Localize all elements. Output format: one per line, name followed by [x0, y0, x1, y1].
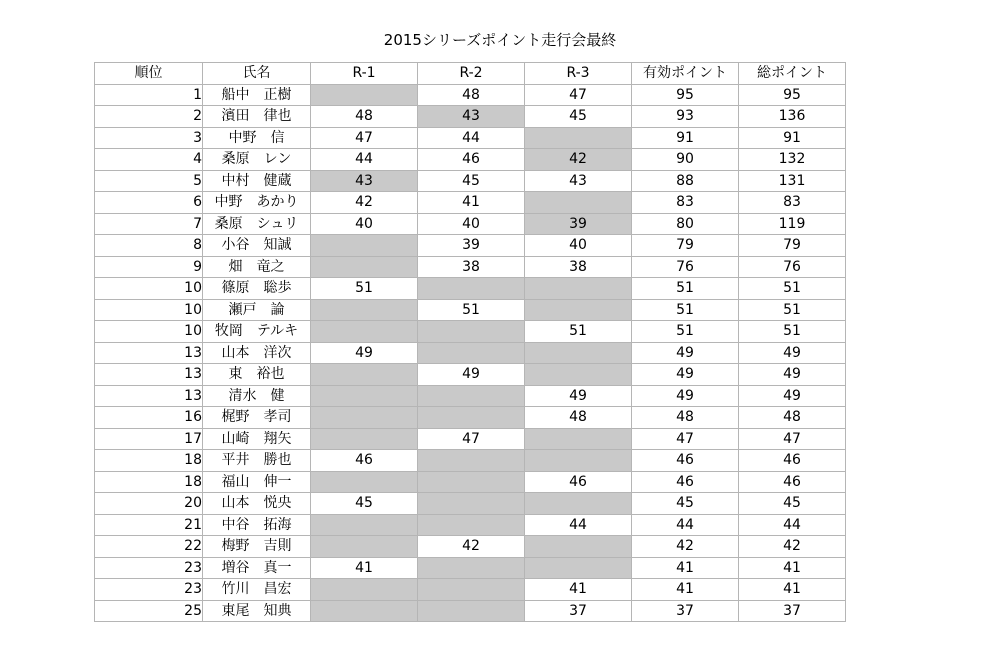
effective-points-cell: 37: [632, 600, 739, 622]
r1-cell: 51: [311, 278, 418, 300]
table-row: [95, 450, 846, 472]
total-points-cell: 44: [739, 514, 846, 536]
table-row: [95, 600, 846, 622]
r1-cell: [311, 428, 418, 450]
table-row: [95, 342, 846, 364]
effective-points-cell: 83: [632, 192, 739, 214]
effective-points-cell: 49: [632, 342, 739, 364]
total-points-cell: 45: [739, 493, 846, 515]
r1-cell: [311, 235, 418, 257]
header-total-points: 総ポイント: [739, 63, 846, 85]
r2-cell: 41: [418, 192, 525, 214]
r1-cell: 47: [311, 127, 418, 149]
r2-cell: [418, 342, 525, 364]
r1-cell: [311, 407, 418, 429]
table-row: [95, 493, 846, 515]
name-cell: 中野 あかり: [203, 192, 311, 214]
header-rank: 順位: [95, 63, 203, 85]
r2-cell: [418, 600, 525, 622]
name-cell: 桑原 レン: [203, 149, 311, 171]
r3-cell: 45: [525, 106, 632, 128]
table-row: [95, 385, 846, 407]
r3-cell: 40: [525, 235, 632, 257]
rank-cell: 20: [95, 493, 203, 515]
r2-cell: [418, 579, 525, 601]
r3-cell: 47: [525, 84, 632, 106]
effective-points-cell: 51: [632, 278, 739, 300]
table-row: [95, 299, 846, 321]
total-points-cell: 49: [739, 385, 846, 407]
rank-cell: 18: [95, 471, 203, 493]
r1-cell: [311, 256, 418, 278]
r1-cell: 43: [311, 170, 418, 192]
total-points-cell: 51: [739, 321, 846, 343]
effective-points-cell: 49: [632, 364, 739, 386]
r2-cell: 47: [418, 428, 525, 450]
total-points-cell: 41: [739, 579, 846, 601]
rank-cell: 23: [95, 579, 203, 601]
rank-cell: 13: [95, 385, 203, 407]
table-row: [95, 321, 846, 343]
effective-points-cell: 46: [632, 471, 739, 493]
header-name: 氏名: [203, 63, 311, 85]
rank-cell: 23: [95, 557, 203, 579]
name-cell: 濱田 律也: [203, 106, 311, 128]
r3-cell: 49: [525, 385, 632, 407]
name-cell: 竹川 昌宏: [203, 579, 311, 601]
rank-cell: 4: [95, 149, 203, 171]
total-points-cell: 47: [739, 428, 846, 450]
total-points-cell: 83: [739, 192, 846, 214]
r3-cell: [525, 342, 632, 364]
effective-points-cell: 90: [632, 149, 739, 171]
total-points-cell: 48: [739, 407, 846, 429]
effective-points-cell: 51: [632, 321, 739, 343]
rank-cell: 21: [95, 514, 203, 536]
rank-cell: 18: [95, 450, 203, 472]
total-points-cell: 76: [739, 256, 846, 278]
r2-cell: [418, 385, 525, 407]
name-cell: 中村 健蔵: [203, 170, 311, 192]
r2-cell: [418, 557, 525, 579]
r3-cell: [525, 299, 632, 321]
rank-cell: 10: [95, 321, 203, 343]
r1-cell: [311, 385, 418, 407]
r1-cell: 42: [311, 192, 418, 214]
rank-cell: 5: [95, 170, 203, 192]
name-cell: 梶野 孝司: [203, 407, 311, 429]
rank-cell: 3: [95, 127, 203, 149]
table-row: [95, 278, 846, 300]
effective-points-cell: 44: [632, 514, 739, 536]
rank-cell: 8: [95, 235, 203, 257]
name-cell: 牧岡 テルキ: [203, 321, 311, 343]
r3-cell: [525, 192, 632, 214]
rank-cell: 13: [95, 342, 203, 364]
r3-cell: [525, 278, 632, 300]
r2-cell: 42: [418, 536, 525, 558]
total-points-cell: 119: [739, 213, 846, 235]
table-row: [95, 213, 846, 235]
r2-cell: [418, 450, 525, 472]
table-row: [95, 514, 846, 536]
total-points-cell: 79: [739, 235, 846, 257]
total-points-cell: 41: [739, 557, 846, 579]
r2-cell: 45: [418, 170, 525, 192]
effective-points-cell: 51: [632, 299, 739, 321]
rank-cell: 6: [95, 192, 203, 214]
r1-cell: 41: [311, 557, 418, 579]
r2-cell: 40: [418, 213, 525, 235]
r2-cell: [418, 407, 525, 429]
r2-cell: [418, 321, 525, 343]
effective-points-cell: 95: [632, 84, 739, 106]
rank-cell: 17: [95, 428, 203, 450]
r1-cell: [311, 364, 418, 386]
r2-cell: 38: [418, 256, 525, 278]
total-points-cell: 37: [739, 600, 846, 622]
total-points-cell: 132: [739, 149, 846, 171]
header-effective-points: 有効ポイント: [632, 63, 739, 85]
effective-points-cell: 42: [632, 536, 739, 558]
r3-cell: 41: [525, 579, 632, 601]
effective-points-cell: 41: [632, 557, 739, 579]
header-r2: R-2: [418, 63, 525, 85]
r3-cell: 48: [525, 407, 632, 429]
r2-cell: 48: [418, 84, 525, 106]
r2-cell: [418, 493, 525, 515]
total-points-cell: 51: [739, 299, 846, 321]
r1-cell: 49: [311, 342, 418, 364]
r1-cell: 40: [311, 213, 418, 235]
r3-cell: [525, 536, 632, 558]
effective-points-cell: 45: [632, 493, 739, 515]
table-row: [95, 557, 846, 579]
effective-points-cell: 46: [632, 450, 739, 472]
name-cell: 清水 健: [203, 385, 311, 407]
rank-cell: 10: [95, 299, 203, 321]
total-points-cell: 46: [739, 450, 846, 472]
name-cell: 梅野 吉則: [203, 536, 311, 558]
r1-cell: [311, 84, 418, 106]
name-cell: 中谷 拓海: [203, 514, 311, 536]
page-title: 2015シリーズポイント走行会最終: [383, 31, 617, 49]
r3-cell: [525, 493, 632, 515]
r3-cell: [525, 428, 632, 450]
name-cell: 平井 勝也: [203, 450, 311, 472]
r1-cell: [311, 321, 418, 343]
effective-points-cell: 76: [632, 256, 739, 278]
total-points-cell: 91: [739, 127, 846, 149]
r1-cell: 46: [311, 450, 418, 472]
table-row: [95, 407, 846, 429]
effective-points-cell: 79: [632, 235, 739, 257]
name-cell: 山崎 翔矢: [203, 428, 311, 450]
r3-cell: [525, 450, 632, 472]
r3-cell: 37: [525, 600, 632, 622]
table-row: [95, 256, 846, 278]
r2-cell: 51: [418, 299, 525, 321]
table-row: [95, 364, 846, 386]
name-cell: 畑 竜之: [203, 256, 311, 278]
r3-cell: [525, 557, 632, 579]
effective-points-cell: 80: [632, 213, 739, 235]
header-r3: R-3: [525, 63, 632, 85]
table-row: [95, 579, 846, 601]
name-cell: 桑原 シュリ: [203, 213, 311, 235]
r1-cell: [311, 299, 418, 321]
rank-cell: 9: [95, 256, 203, 278]
effective-points-cell: 93: [632, 106, 739, 128]
r2-cell: 43: [418, 106, 525, 128]
table-row: [95, 149, 846, 171]
r1-cell: 44: [311, 149, 418, 171]
r1-cell: 48: [311, 106, 418, 128]
total-points-cell: 49: [739, 342, 846, 364]
rank-cell: 2: [95, 106, 203, 128]
table-row: [95, 428, 846, 450]
table-row: [95, 84, 846, 106]
r3-cell: 39: [525, 213, 632, 235]
r3-cell: [525, 364, 632, 386]
rank-cell: 13: [95, 364, 203, 386]
r1-cell: [311, 514, 418, 536]
table-row: [95, 536, 846, 558]
table-row: [95, 235, 846, 257]
r3-cell: 42: [525, 149, 632, 171]
r1-cell: [311, 536, 418, 558]
rank-cell: 25: [95, 600, 203, 622]
table-body: [95, 84, 846, 622]
effective-points-cell: 91: [632, 127, 739, 149]
r2-cell: 46: [418, 149, 525, 171]
standings-table: [94, 62, 846, 622]
r3-cell: 51: [525, 321, 632, 343]
name-cell: 船中 正樹: [203, 84, 311, 106]
name-cell: 山本 洋次: [203, 342, 311, 364]
r3-cell: 38: [525, 256, 632, 278]
r3-cell: 46: [525, 471, 632, 493]
rank-cell: 7: [95, 213, 203, 235]
header-row: [95, 63, 846, 85]
table-row: [95, 127, 846, 149]
name-cell: 小谷 知誠: [203, 235, 311, 257]
name-cell: 篠原 聡歩: [203, 278, 311, 300]
r2-cell: 44: [418, 127, 525, 149]
total-points-cell: 49: [739, 364, 846, 386]
r3-cell: 44: [525, 514, 632, 536]
name-cell: 東 裕也: [203, 364, 311, 386]
effective-points-cell: 88: [632, 170, 739, 192]
name-cell: 中野 信: [203, 127, 311, 149]
effective-points-cell: 48: [632, 407, 739, 429]
name-cell: 山本 悦央: [203, 493, 311, 515]
total-points-cell: 42: [739, 536, 846, 558]
effective-points-cell: 47: [632, 428, 739, 450]
r3-cell: 43: [525, 170, 632, 192]
r1-cell: [311, 600, 418, 622]
total-points-cell: 46: [739, 471, 846, 493]
rank-cell: 16: [95, 407, 203, 429]
table-row: [95, 170, 846, 192]
rank-cell: 22: [95, 536, 203, 558]
total-points-cell: 136: [739, 106, 846, 128]
r2-cell: [418, 471, 525, 493]
total-points-cell: 51: [739, 278, 846, 300]
r1-cell: [311, 471, 418, 493]
table-row: [95, 471, 846, 493]
r2-cell: 39: [418, 235, 525, 257]
name-cell: 増谷 真一: [203, 557, 311, 579]
name-cell: 瀬戸 論: [203, 299, 311, 321]
r2-cell: [418, 514, 525, 536]
name-cell: 東尾 知典: [203, 600, 311, 622]
effective-points-cell: 41: [632, 579, 739, 601]
total-points-cell: 131: [739, 170, 846, 192]
total-points-cell: 95: [739, 84, 846, 106]
header-r1: R-1: [311, 63, 418, 85]
r1-cell: [311, 579, 418, 601]
r1-cell: 45: [311, 493, 418, 515]
rank-cell: 1: [95, 84, 203, 106]
name-cell: 福山 伸一: [203, 471, 311, 493]
table-row: [95, 192, 846, 214]
r2-cell: 49: [418, 364, 525, 386]
table-row: [95, 106, 846, 128]
r2-cell: [418, 278, 525, 300]
effective-points-cell: 49: [632, 385, 739, 407]
r3-cell: [525, 127, 632, 149]
rank-cell: 10: [95, 278, 203, 300]
